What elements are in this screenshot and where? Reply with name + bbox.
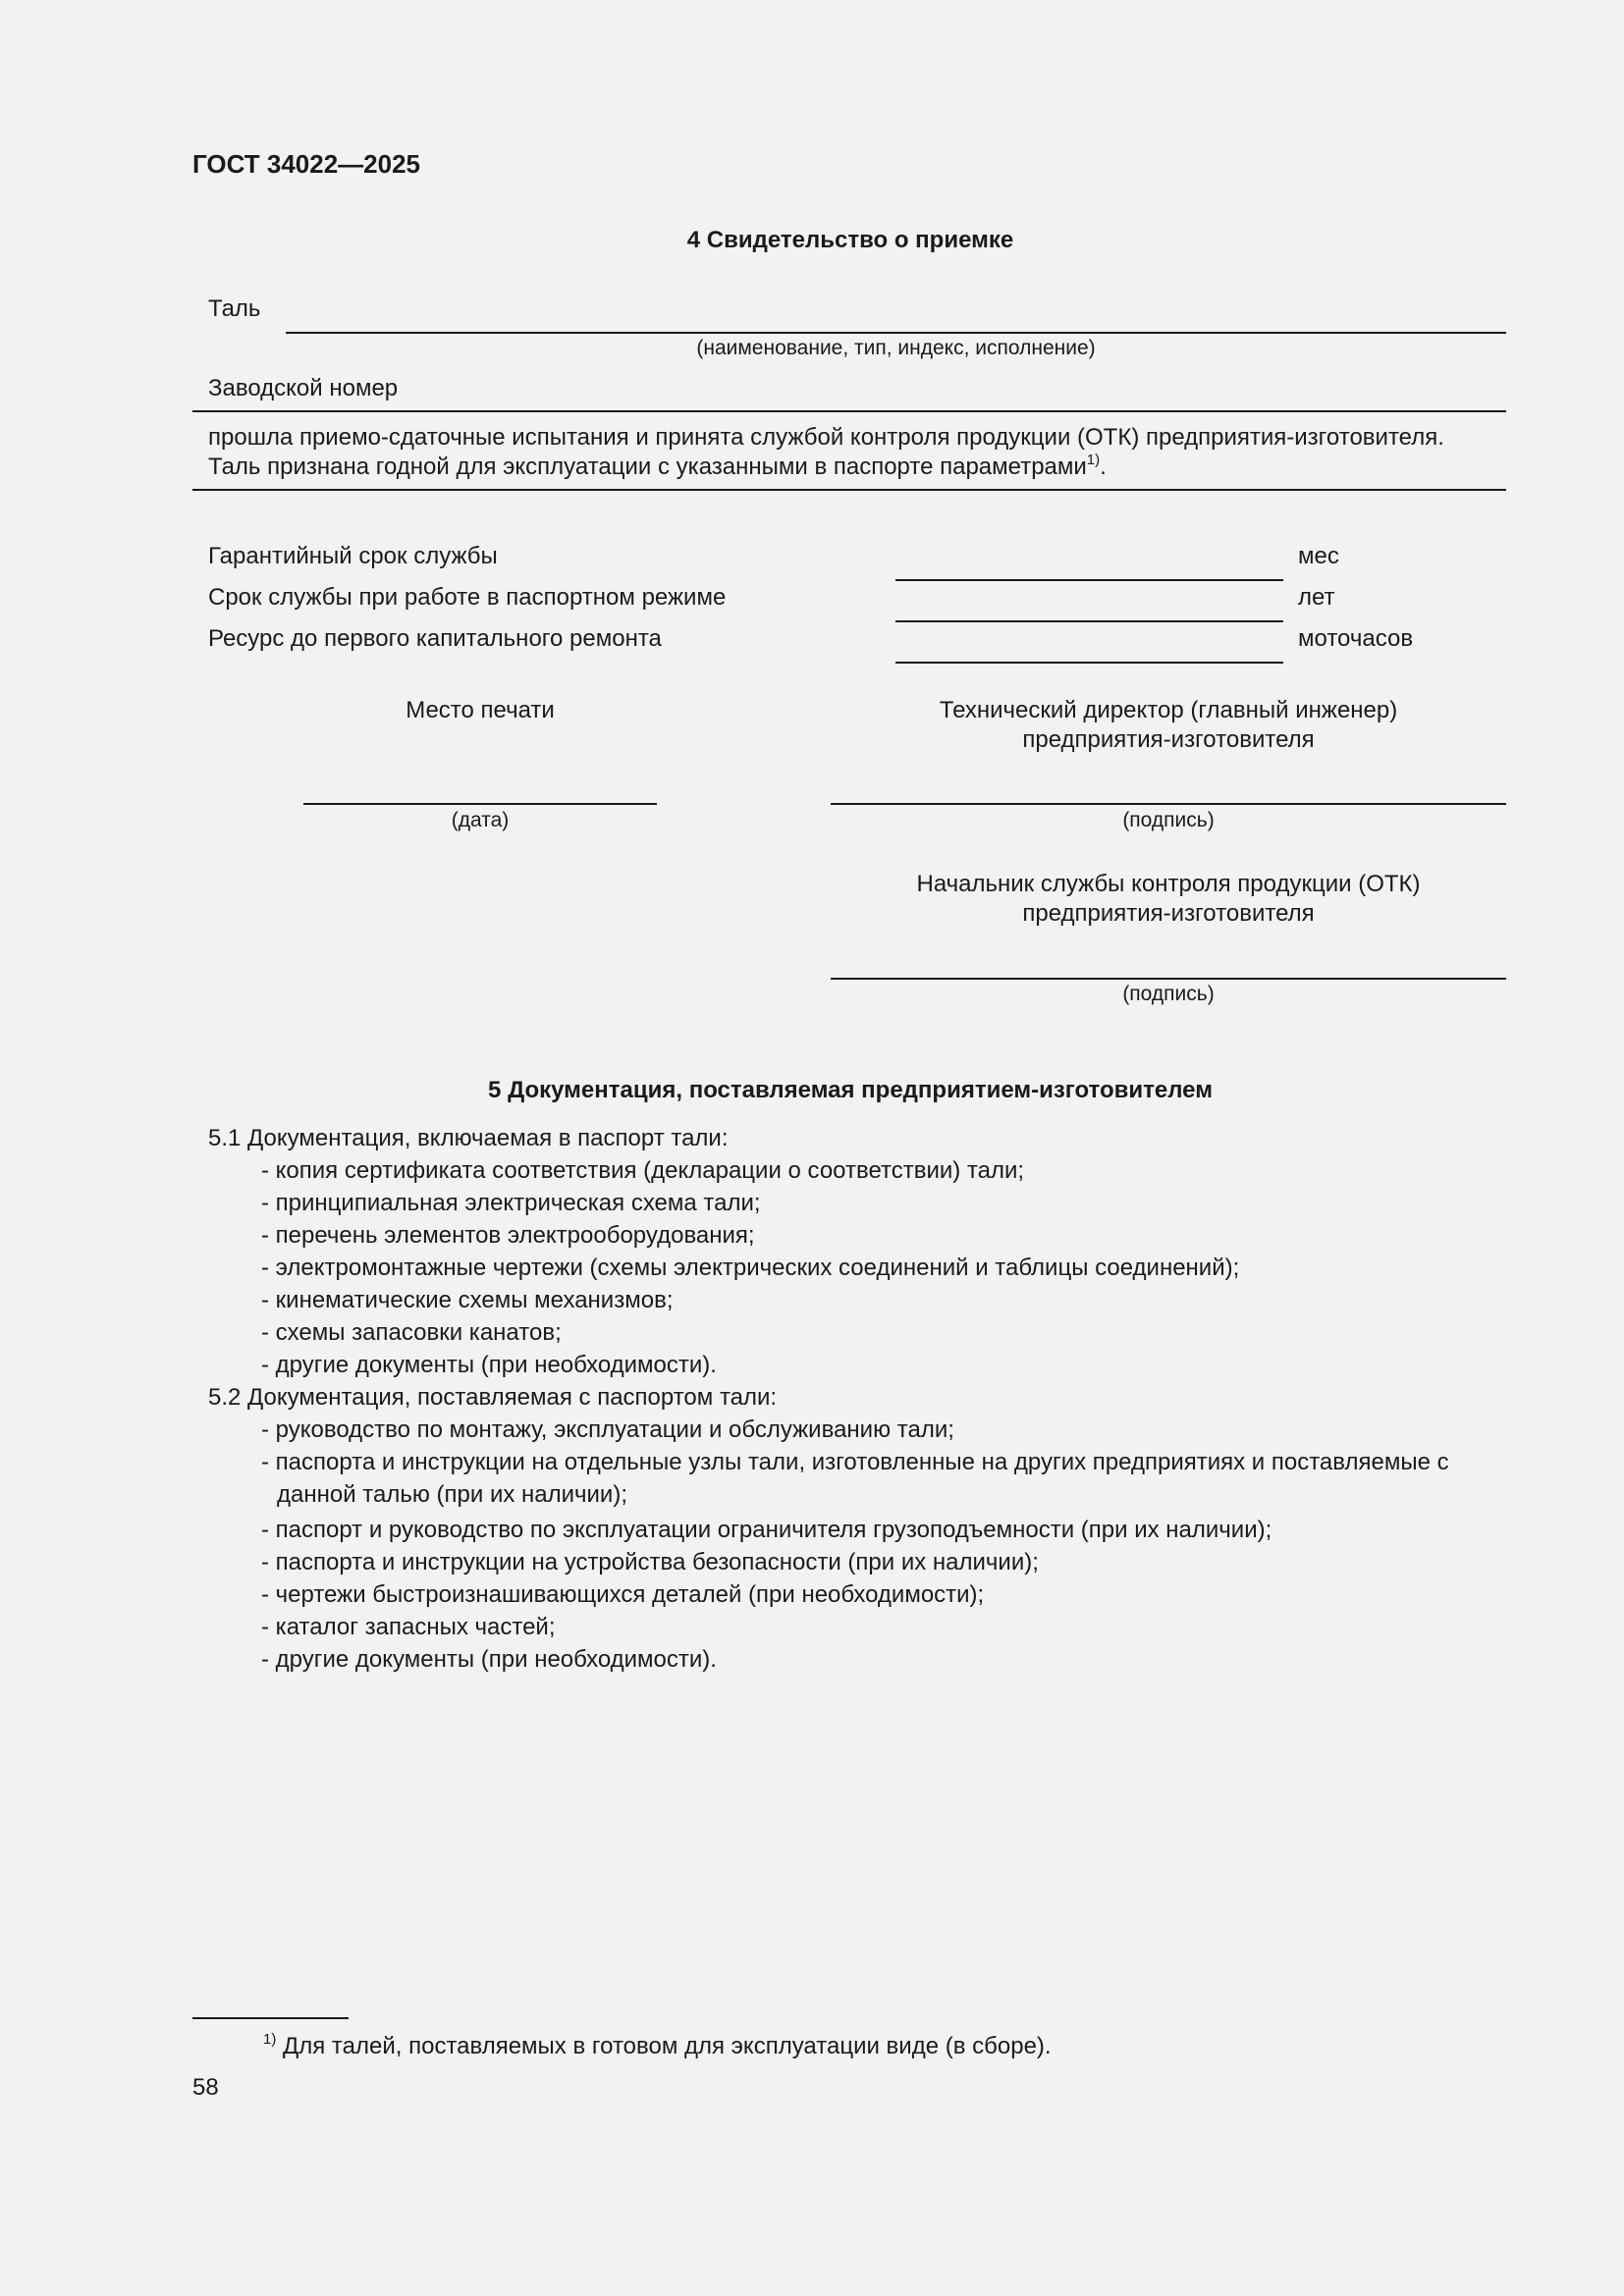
list-item: - кинематические схемы механизмов;: [261, 1287, 674, 1313]
field-unit-service-life: лет: [1298, 584, 1335, 611]
list-item: - паспорт и руководство по эксплуатации ограничителя грузоподъемности (при их наличии);: [261, 1517, 1272, 1543]
list-item: - руководство по монтажу, эксплуатации и обслуживанию тали;: [261, 1416, 954, 1443]
list-item: - перечень элементов электрооборудования;: [261, 1222, 755, 1249]
page-number: 58: [192, 2074, 219, 2101]
section-5-title: 5 Документация, поставляемая предприятием-изготовителем: [488, 1077, 1213, 1103]
field-label-service-life: Срок службы при работе в паспортном режиме: [208, 584, 727, 611]
otk-head-title-1: Начальник службы контроля продукции (ОТК): [916, 871, 1421, 897]
otk-head-title-2: предприятия-изготовителя: [1022, 900, 1315, 927]
date-line: [303, 803, 657, 805]
tech-director-title-1: Технический директор (главный инженер): [939, 697, 1398, 723]
statement-line-1: прошла приемо-сдаточные испытания и принята службой контроля продукции (ОТК) предприятия-изготовителя.: [208, 424, 1444, 451]
list-item: - каталог запасных частей;: [261, 1614, 556, 1640]
list-item: - другие документы (при необходимости).: [261, 1646, 717, 1673]
list-item: - паспорта и инструкции на устройства безопасности (при их наличии);: [261, 1549, 1039, 1575]
field-label-resource: Ресурс до первого капитального ремонта: [208, 625, 662, 652]
footnote-mark: 1): [1086, 452, 1101, 468]
serial-label: Заводской номер: [208, 375, 399, 401]
tech-director-signature-line: [831, 803, 1506, 805]
footnote-number: 1): [263, 2031, 277, 2048]
statement-line-2: Таль признана годной для эксплуатации с указанными в паспорте параметрами$^{1)}$.: [208, 452, 1107, 480]
section-4-title: 4 Свидетельство о приемке: [686, 227, 1014, 253]
statement-bottom-line: [192, 489, 1506, 491]
footnote-separator: [192, 2017, 349, 2019]
date-caption: (дата): [451, 809, 510, 831]
field-unit-warranty: мес: [1298, 543, 1339, 569]
paragraph-5-1: 5.1 Документация, включаемая в паспорт тали:: [208, 1125, 729, 1151]
list-item: - паспорта и инструкции на отдельные узлы тали, изготовленные на других предприятиях и поставляемые с: [261, 1449, 1449, 1475]
field-line-service-life: [895, 620, 1283, 622]
tech-director-title-2: предприятия-изготовителя: [1022, 726, 1315, 753]
list-item: - копия сертификата соответствия (декларации о соответствии) тали;: [261, 1157, 1025, 1184]
otk-head-signature-caption: (подпись): [1122, 983, 1215, 1005]
tech-director-signature-caption: (подпись): [1122, 809, 1215, 831]
field-line-resource: [895, 662, 1283, 664]
list-item-continuation: данной талью (при их наличии);: [277, 1481, 627, 1508]
serial-line: [192, 410, 1506, 412]
list-item: - электромонтажные чертежи (схемы электрических соединений и таблицы соединений);: [261, 1255, 1240, 1281]
list-item: - схемы запасовки канатов;: [261, 1319, 562, 1346]
document-code: ГОСТ 34022—2025: [192, 149, 420, 179]
paragraph-5-2: 5.2 Документация, поставляемая с паспортом тали:: [208, 1384, 778, 1411]
field-unit-resource: моточасов: [1298, 625, 1414, 652]
otk-head-signature-line: [831, 978, 1506, 980]
hoist-name-line: [286, 332, 1506, 334]
stamp-place: Место печати: [406, 697, 555, 723]
field-line-warranty: [895, 579, 1283, 581]
list-item: - другие документы (при необходимости).: [261, 1352, 717, 1378]
footnote-text: Для талей, поставляемых в готовом для эксплуатации виде (в сборе).: [276, 2033, 1052, 2059]
hoist-label: Таль: [208, 295, 261, 322]
list-item: - принципиальная электрическая схема тали;: [261, 1190, 761, 1216]
hoist-caption: (наименование, тип, индекс, исполнение): [696, 337, 1096, 359]
list-item: - чертежи быстроизнашивающихся деталей (при необходимости);: [261, 1581, 985, 1608]
field-label-warranty: Гарантийный срок службы: [208, 543, 498, 569]
footnote: [263, 2032, 1052, 2061]
